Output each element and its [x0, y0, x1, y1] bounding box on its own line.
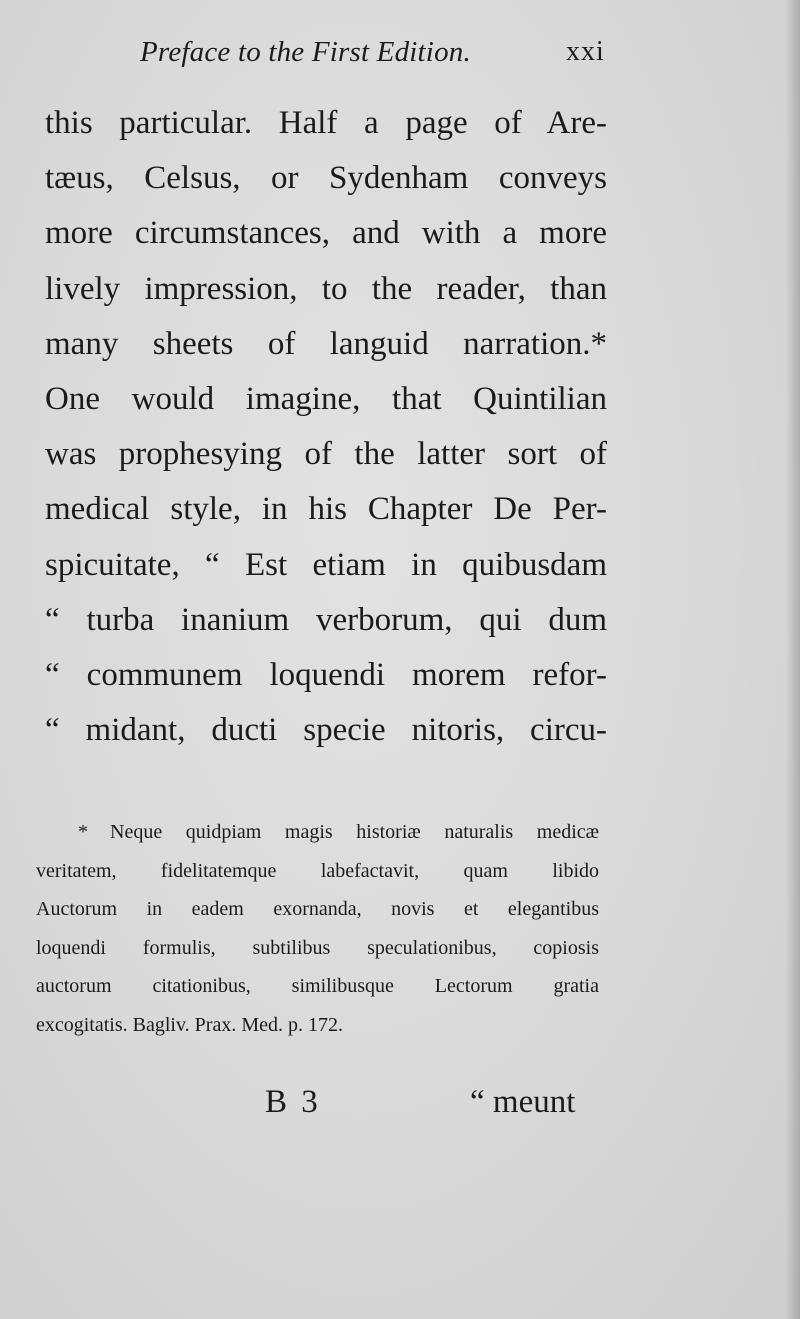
- footnote-line: auctorum citationibus, similibusque Lectorum gratia: [36, 975, 599, 997]
- page-header: [0, 28, 800, 78]
- footnote: [36, 813, 599, 1044]
- page-number: xxi: [566, 36, 605, 67]
- text-line: many sheets of languid narration.*: [45, 325, 607, 362]
- text-line: “ communem loquendi morem refor-: [45, 656, 607, 693]
- text-line: One would imagine, that Quintilian: [45, 380, 607, 417]
- footnote-line: Auctorum in eadem exornanda, novis et elegantibus: [36, 898, 599, 920]
- footnote-text: Neque quidpiam magis historiæ naturalis medicæ: [110, 821, 599, 843]
- running-head: Preface to the First Edition.: [140, 36, 471, 68]
- text-line: lively impression, to the reader, than: [45, 270, 607, 307]
- text-line: “ turba inanium verborum, qui dum: [45, 601, 607, 638]
- footnote-marker: *: [78, 821, 88, 843]
- footnote-line: veritatem, fidelitatemque labefactavit, quam libido: [36, 859, 599, 882]
- signature-mark: B 3: [265, 1084, 321, 1120]
- text-line: more circumstances, and with a more: [45, 215, 607, 252]
- footnote-line: [36, 813, 599, 852]
- text-line: “ midant, ducti specie nitoris, circu-: [45, 712, 607, 749]
- main-text: [45, 96, 607, 758]
- text-line: was prophesying of the latter sort of: [45, 436, 607, 473]
- footnote-line: loquendi formulis, subtilibus speculationibus, copiosis: [36, 936, 599, 959]
- page-edge-shadow: [786, 0, 800, 1319]
- footnote-line: excogitatis. Bagliv. Prax. Med. p. 172.: [36, 1013, 343, 1036]
- text-line: tæus, Celsus, or Sydenham conveys: [45, 160, 607, 197]
- text-line: this particular. Half a page of Are-: [45, 105, 607, 141]
- text-line: medical style, in his Chapter De Per-: [45, 491, 607, 528]
- text-line: spicuitate, “ Est etiam in quibusdam: [45, 546, 607, 583]
- catchword: “ meunt: [470, 1084, 576, 1120]
